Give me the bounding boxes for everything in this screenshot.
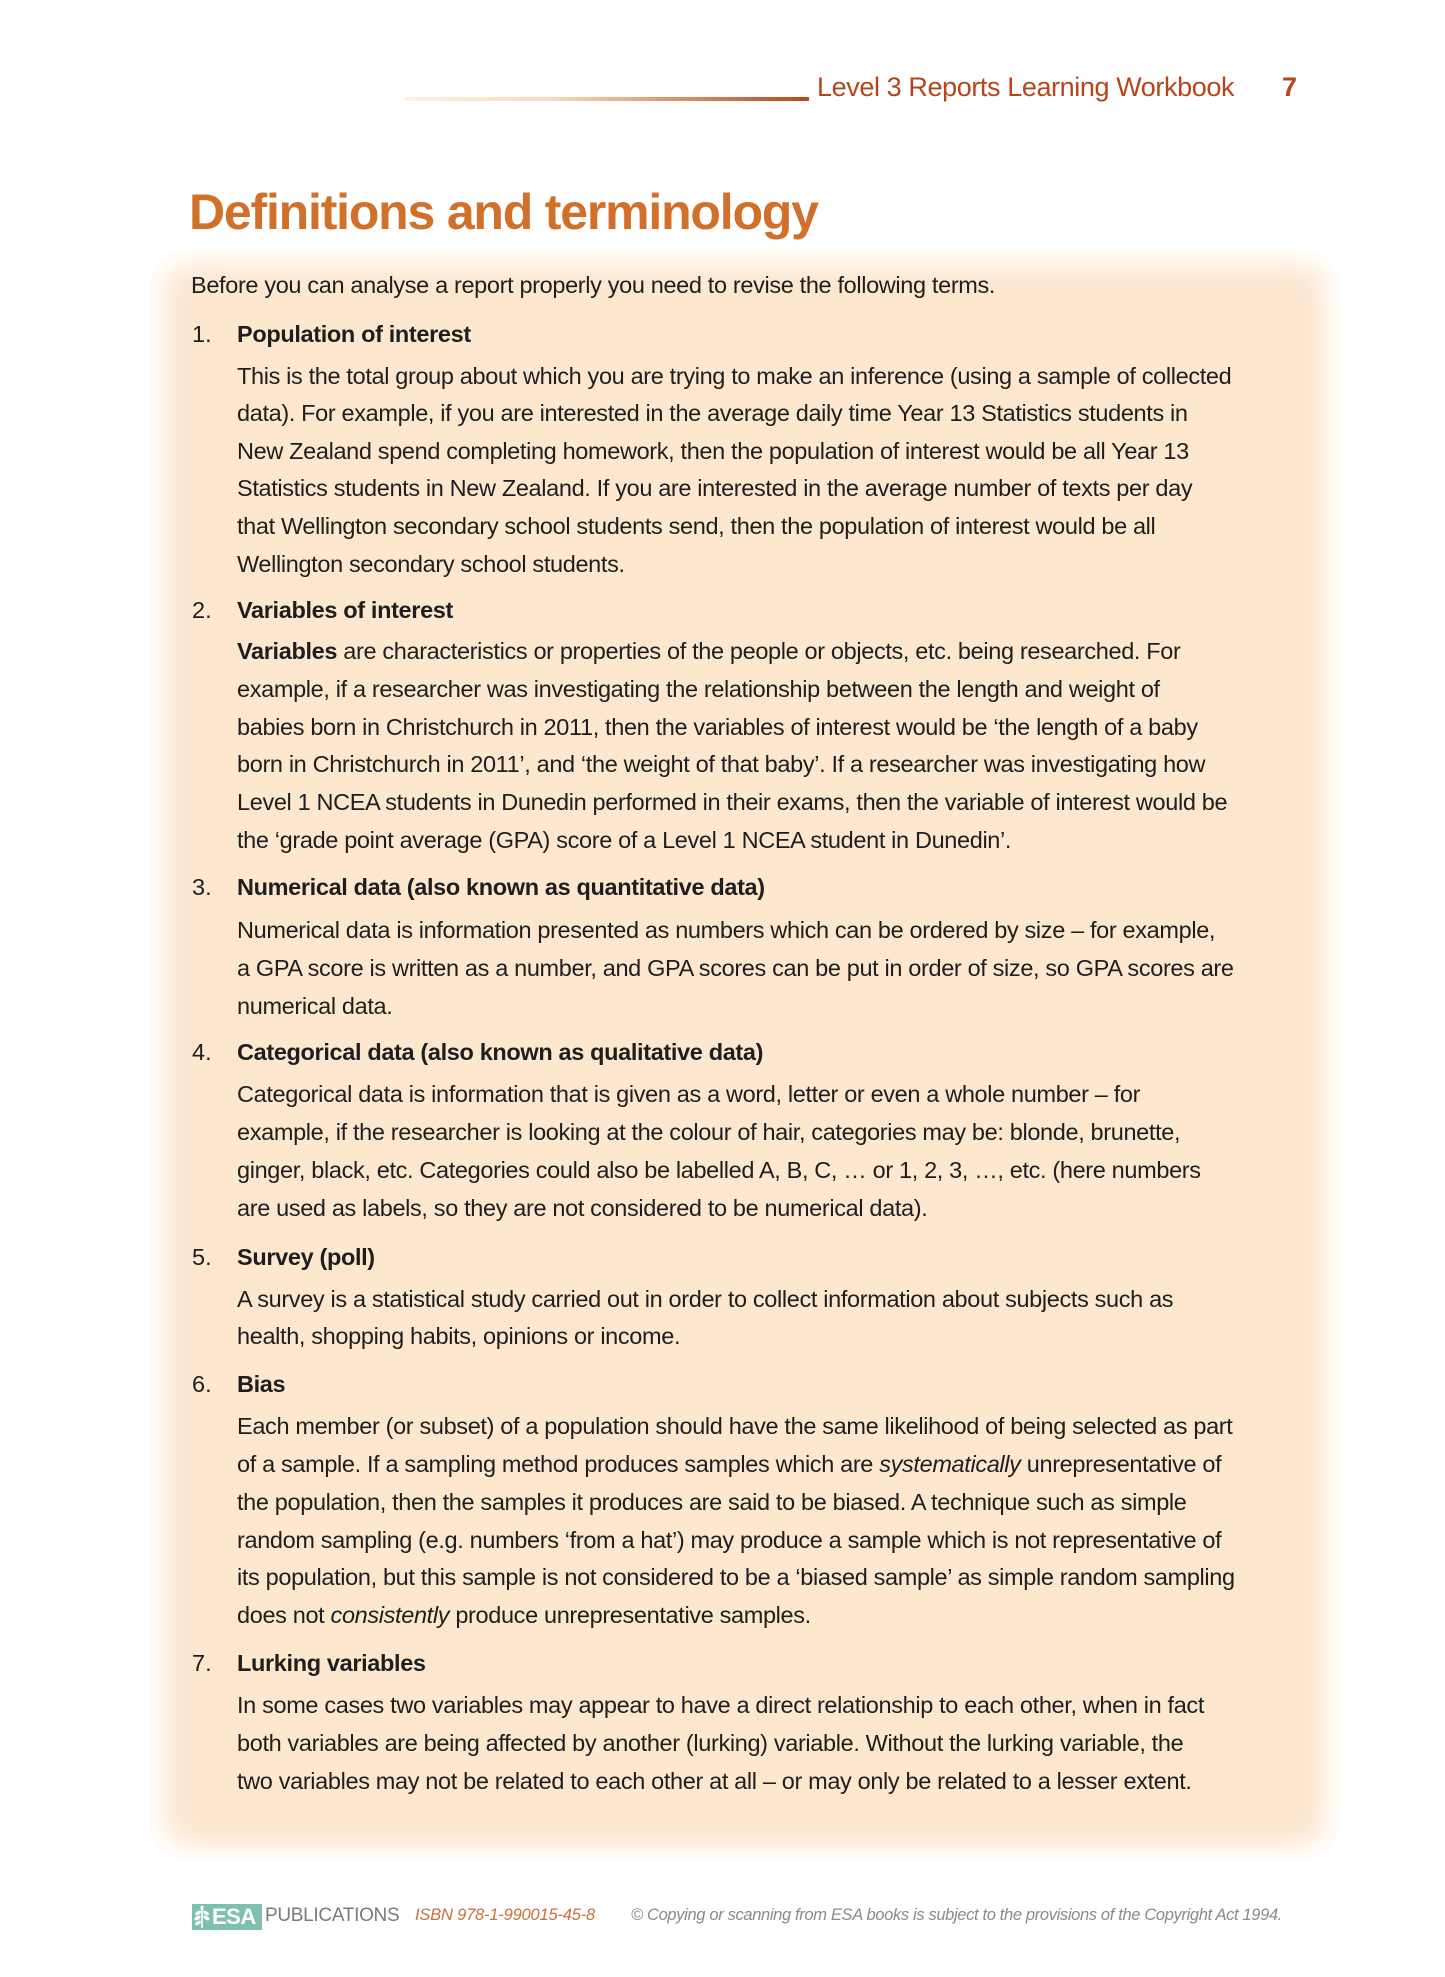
- definition-line: Each member (or subset) of a population should have the same likelihood of being selected as part: [237, 1413, 1233, 1439]
- running-title: Level 3 Reports Learning Workbook: [817, 72, 1235, 102]
- definition-text: of a sample. If a sampling method produces samples which are: [237, 1451, 880, 1477]
- definition-line: example, if the researcher is looking at the colour of hair, categories may be: blonde, brunette,: [237, 1119, 1181, 1145]
- definition-text: does not: [237, 1602, 331, 1628]
- definition-line: both variables are being affected by another (lurking) variable. Without the lurking variable, the: [237, 1730, 1184, 1756]
- definition-line: random sampling (e.g. numbers ‘from a hat’) may produce a sample which is not representative of: [237, 1527, 1222, 1553]
- tree-leaf-icon: [192, 1904, 212, 1930]
- definition-line: data). For example, if you are interested in the average daily time Year 13 Statistics students in: [237, 400, 1188, 426]
- item-number: 3.: [192, 874, 212, 900]
- definition-line: This is the total group about which you are trying to make an inference (using a sample of collected: [237, 363, 1232, 389]
- definition-line: Level 1 NCEA students in Dunedin performed in their exams, then the variable of interest would be: [237, 789, 1228, 815]
- definition-line: the population, then the samples it produces are said to be biased. A technique such as simple: [237, 1489, 1187, 1515]
- definition-line: the ‘grade point average (GPA) score of a Level 1 NCEA student in Dunedin’.: [237, 827, 1012, 853]
- esa-logo: [192, 1904, 262, 1930]
- item-number: 5.: [192, 1244, 212, 1270]
- item-number: 1.: [192, 321, 212, 347]
- definition-line: a GPA score is written as a number, and GPA scores can be put in order of size, so GPA scores are: [237, 955, 1234, 981]
- item-number: 6.: [192, 1371, 212, 1397]
- definition-line: Wellington secondary school students.: [237, 551, 625, 577]
- definition-line: In some cases two variables may appear to have a direct relationship to each other, when in fact: [237, 1692, 1205, 1718]
- definition-line: Categorical data is information that is given as a word, letter or even a whole number – for: [237, 1081, 1141, 1107]
- definition-line: are used as labels, so they are not considered to be numerical data).: [237, 1195, 928, 1221]
- isbn: ISBN 978-1-990015-45-8: [415, 1906, 595, 1924]
- term-heading: Bias: [237, 1371, 286, 1397]
- definition-line: its population, but this sample is not considered to be a ‘biased sample’ as simple random sampling: [237, 1564, 1235, 1590]
- item-number: 7.: [192, 1650, 212, 1676]
- term-heading: Variables of interest: [237, 597, 453, 623]
- definition-line: New Zealand spend completing homework, then the population of interest would be all Year 13: [237, 438, 1189, 464]
- term-heading: Survey (poll): [237, 1244, 375, 1270]
- definition-line: ginger, black, etc. Categories could also be labelled A, B, C, … or 1, 2, 3, …, etc. (here numbers: [237, 1157, 1201, 1183]
- definition-line: born in Christchurch in 2011’, and ‘the weight of that baby’. If a researcher was investigating how: [237, 751, 1206, 777]
- publisher-name: PUBLICATIONS: [265, 1905, 400, 1926]
- page-title: Definitions and terminology: [189, 184, 818, 240]
- definition-line: A survey is a statistical study carried out in order to collect information about subjects such as: [237, 1286, 1174, 1312]
- definition-line: [237, 1600, 811, 1630]
- item-number: 2.: [192, 597, 212, 623]
- definition-text: are characteristics or properties of the people or objects, etc. being researched. For: [337, 638, 1181, 664]
- definition-line: Statistics students in New Zealand. If you are interested in the average number of texts per day: [237, 475, 1193, 501]
- term-heading: Population of interest: [237, 321, 471, 347]
- page-number: 7: [1282, 72, 1298, 102]
- definition-text: produce unrepresentative samples.: [449, 1602, 811, 1628]
- definition-line: health, shopping habits, opinions or income.: [237, 1323, 681, 1349]
- emphasis-text: consistently: [330, 1602, 450, 1628]
- definition-line: babies born in Christchurch in 2011, then the variables of interest would be ‘the length of a baby: [237, 714, 1198, 740]
- intro-text: Before you can analyse a report properly you need to revise the following terms.: [191, 272, 996, 298]
- definition-line: [237, 636, 1181, 666]
- definition-line: [237, 1449, 1221, 1479]
- term-heading: Lurking variables: [237, 1650, 426, 1676]
- definition-line: example, if a researcher was investigating the relationship between the length and weight of: [237, 676, 1160, 702]
- item-number: 4.: [192, 1039, 212, 1065]
- definition-text: unrepresentative of: [1020, 1451, 1222, 1477]
- emphasis-text: systematically: [879, 1451, 1021, 1477]
- definition-line: numerical data.: [237, 993, 393, 1019]
- logo-text: ESA: [212, 1904, 256, 1929]
- term-heading: Categorical data (also known as qualitative data): [237, 1039, 764, 1065]
- bold-keyword: Variables: [237, 638, 338, 664]
- header-gradient-rule: [405, 97, 809, 101]
- copyright-notice: © Copying or scanning from ESA books is subject to the provisions of the Copyright Act 1994.: [631, 1906, 1283, 1924]
- definition-line: Numerical data is information presented as numbers which can be ordered by size – for example,: [237, 917, 1216, 943]
- term-heading: Numerical data (also known as quantitative data): [237, 874, 765, 900]
- definition-line: two variables may not be related to each other at all – or may only be related to a lesser extent.: [237, 1768, 1192, 1794]
- definition-line: that Wellington secondary school students send, then the population of interest would be all: [237, 513, 1156, 539]
